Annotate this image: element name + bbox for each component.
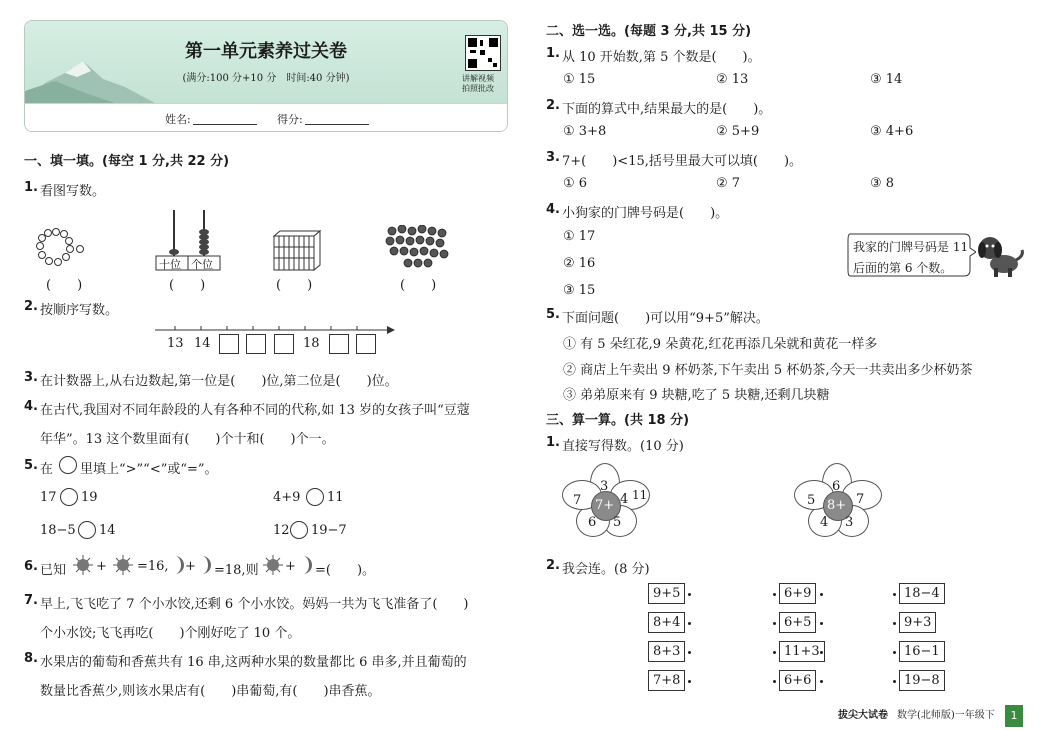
name-field[interactable] — [193, 124, 257, 125]
q-number: 5. — [546, 307, 560, 322]
moon-icon — [298, 555, 314, 575]
bead-ring-image — [36, 228, 86, 272]
match-tile[interactable]: 6+9 — [779, 583, 816, 604]
q5-text-before: 在 — [40, 462, 54, 477]
match-tile[interactable]: 8+3 — [648, 641, 685, 662]
compare-right: 11 — [327, 490, 344, 505]
name-score-bar — [25, 103, 507, 132]
compare-circle — [59, 456, 77, 474]
answer-box[interactable] — [219, 334, 239, 354]
q-number: 2. — [24, 299, 38, 314]
option[interactable]: ③ 14 — [870, 72, 903, 87]
q-number: 6. — [24, 559, 38, 574]
compare-right: 14 — [99, 523, 116, 538]
match-dot[interactable] — [688, 593, 691, 596]
option[interactable]: ② 16 — [563, 256, 596, 271]
page-subtitle: (满分:100 分+10 分 时间:40 分钟) — [182, 73, 350, 84]
answer-paren[interactable]: ( ) — [400, 278, 437, 293]
flower-center-label: 7+ — [595, 498, 615, 513]
petal-number: 5 — [807, 493, 816, 508]
match-dot[interactable] — [820, 680, 823, 683]
match-tile[interactable]: 6+6 — [779, 670, 816, 691]
plus-sign: + — [185, 559, 196, 574]
compare-right: 19−7 — [311, 523, 347, 538]
compare-right: 19 — [81, 490, 98, 505]
q3-text: 在计数器上,从右边数起,第一位是( )位,第二位是( )位。 — [40, 374, 398, 389]
compare-left: 18−5 — [40, 523, 76, 538]
q-number: 5. — [24, 458, 38, 473]
s2-q3-text: 7+( )<15,括号里最大可以填( )。 — [562, 154, 803, 169]
match-tile[interactable]: 16−1 — [899, 641, 945, 662]
match-dot[interactable] — [820, 651, 823, 654]
s2-q1-text: 从 10 开始数,第 5 个数是( )。 — [562, 50, 761, 65]
petal-number: 5 — [613, 515, 622, 530]
number-line-value: 13 — [167, 336, 184, 351]
option[interactable]: ③ 15 — [563, 283, 596, 298]
q5-text-after: 里填上“>”“<”或“=”。 — [80, 462, 218, 477]
petal-number: 4 — [620, 492, 629, 507]
moon-icon — [170, 555, 186, 575]
option[interactable]: ③ 4+6 — [870, 124, 914, 139]
answer-paren[interactable]: ( ) — [46, 278, 83, 293]
compare-circle[interactable] — [78, 521, 96, 539]
compare-circle[interactable] — [60, 488, 78, 506]
match-dot[interactable] — [773, 622, 776, 625]
option[interactable]: ② 13 — [716, 72, 749, 87]
match-tile[interactable]: 8+4 — [648, 612, 685, 633]
match-dot[interactable] — [893, 593, 896, 596]
answer-box[interactable] — [246, 334, 266, 354]
dog-icon — [976, 232, 1026, 278]
plus-sign: + — [96, 559, 107, 574]
section2-heading: 二、选一选。(每题 3 分,共 15 分) — [546, 24, 752, 39]
option[interactable]: ① 有 5 朵红花,9 朵黄花,红花再添几朵就和黄花一样多 — [563, 337, 878, 352]
match-dot[interactable] — [688, 651, 691, 654]
flower-center-label: 8+ — [827, 498, 847, 513]
q2-text: 按顺序写数。 — [40, 303, 119, 318]
option[interactable]: ① 15 — [563, 72, 596, 87]
abacus-label-ones: 个位 — [191, 258, 213, 271]
petal-number: 6 — [588, 515, 597, 530]
sun-icon — [112, 554, 134, 576]
abacus-label-tens: 十位 — [159, 258, 181, 271]
match-tile[interactable]: 9+5 — [648, 583, 685, 604]
section1-heading: 一、填一填。(每空 1 分,共 22 分) — [24, 154, 230, 169]
option[interactable]: ① 6 — [563, 176, 588, 191]
blocks-image — [272, 230, 322, 272]
match-dot[interactable] — [688, 680, 691, 683]
petal-number: 7 — [573, 493, 582, 508]
sun-icon — [72, 554, 94, 576]
qr-caption-2: 拍照批改 — [462, 84, 494, 93]
match-tile[interactable]: 11+3 — [779, 641, 825, 662]
petal-number: 3 — [845, 515, 854, 530]
moon-icon — [197, 555, 213, 575]
q1-text: 看图写数。 — [40, 184, 106, 199]
match-dot[interactable] — [893, 651, 896, 654]
sun-icon — [262, 554, 284, 576]
q4-line1: 在古代,我国对不同年龄段的人有各种不同的代称,如 13 岁的女孩子叫“豆蔻 — [40, 403, 470, 418]
petal-number: 3 — [600, 479, 609, 494]
q-number: 4. — [24, 399, 38, 414]
footer-subject: 数学(北师版)一年级下 — [897, 710, 995, 721]
page-number: 1 — [1005, 705, 1023, 727]
s2-q5-text: 下面问题( )可以用“9+5”解决。 — [562, 311, 769, 326]
q-number: 7. — [24, 593, 38, 608]
match-tile[interactable]: 9+3 — [899, 612, 936, 633]
q-number: 3. — [24, 370, 38, 385]
petal-number: 11 — [632, 488, 648, 502]
number-line-value: 14 — [194, 336, 211, 351]
q-number: 1. — [24, 180, 38, 195]
match-dot[interactable] — [773, 680, 776, 683]
compare-circle[interactable] — [306, 488, 324, 506]
s2-q2-text: 下面的算式中,结果最大的是( )。 — [562, 102, 772, 117]
match-tile[interactable]: 18−4 — [899, 583, 945, 604]
header-card — [24, 20, 508, 132]
qr-code[interactable] — [465, 35, 501, 71]
q4-line2: 年华”。13 这个数里面有( )个十和( )个一。 — [40, 432, 335, 447]
match-dot[interactable] — [820, 622, 823, 625]
match-dot[interactable] — [688, 622, 691, 625]
bubble-line-2: 后面的第 6 个数。 — [853, 261, 953, 275]
match-dot[interactable] — [893, 680, 896, 683]
s2-q4-text: 小狗家的门牌号码是( )。 — [562, 206, 729, 221]
section3-heading: 三、算一算。(共 18 分) — [546, 413, 690, 428]
compare-circle[interactable] — [290, 521, 308, 539]
match-tile[interactable]: 7+8 — [648, 670, 685, 691]
option[interactable]: ③ 弟弟原来有 9 块糖,吃了 5 块糖,还剩几块糖 — [563, 388, 830, 403]
match-dot[interactable] — [773, 651, 776, 654]
score-field[interactable] — [305, 124, 369, 125]
match-tile[interactable]: 6+5 — [779, 612, 816, 633]
qr-caption-1: 讲解视频 — [462, 74, 494, 83]
answer-paren[interactable]: ( ) — [276, 278, 313, 293]
match-dot[interactable] — [773, 593, 776, 596]
q-number: 8. — [24, 651, 38, 666]
answer-box[interactable] — [274, 334, 294, 354]
petal-number: 7 — [856, 492, 865, 507]
q-number: 4. — [546, 202, 560, 217]
q-number: 1. — [546, 46, 560, 61]
match-dot[interactable] — [820, 593, 823, 596]
page-title: 第一单元素养过关卷 — [185, 41, 347, 62]
option[interactable]: ③ 8 — [870, 176, 895, 191]
number-line-value: 18 — [303, 336, 320, 351]
q7-line1: 早上,飞飞吃了 7 个小水饺,还剩 6 个小水饺。妈妈一共为飞飞准备了( ) — [40, 597, 469, 612]
option[interactable]: ① 3+8 — [563, 124, 607, 139]
petal-number: 6 — [832, 479, 841, 494]
s3-q1-text: 直接写得数。(10 分) — [562, 439, 684, 454]
answer-box[interactable] — [329, 334, 349, 354]
dots-image — [384, 225, 454, 273]
q-number: 2. — [546, 98, 560, 113]
option[interactable]: ② 7 — [716, 176, 741, 191]
q8-line2: 数量比香蕉少,则该水果店有( )串葡萄,有( )串香蕉。 — [40, 684, 381, 699]
q8-line1: 水果店的葡萄和香蕉共有 16 串,这两种水果的数量都比 6 串多,并且葡萄的 — [40, 655, 467, 670]
answer-box[interactable] — [356, 334, 376, 354]
option[interactable]: ① 17 — [563, 229, 596, 244]
compare-left: 12 — [273, 523, 290, 538]
s3-q2-text: 我会连。(8 分) — [562, 562, 650, 577]
bubble-line-1: 我家的门牌号码是 11 — [853, 240, 969, 254]
option[interactable]: ② 商店上午卖出 9 杯奶茶,下午卖出 5 杯奶茶,今天一共卖出多少杯奶茶 — [563, 363, 973, 378]
match-tile[interactable]: 19−8 — [899, 670, 945, 691]
q-number: 1. — [546, 435, 560, 450]
q7-line2: 个小水饺;飞飞再吃( )个刚好吃了 10 个。 — [40, 626, 301, 641]
match-dot[interactable] — [893, 622, 896, 625]
score-label: 得分: — [277, 113, 303, 126]
plus-sign: + — [285, 559, 296, 574]
q6-eq2: =18,则 — [214, 563, 259, 578]
q6-text: 已知 — [40, 563, 67, 578]
answer-paren[interactable]: ( ) — [169, 278, 206, 293]
q-number: 2. — [546, 558, 560, 573]
q6-eq3: =( )。 — [315, 563, 376, 578]
q-number: 3. — [546, 150, 560, 165]
compare-left: 17 — [40, 490, 57, 505]
compare-left: 4+9 — [273, 490, 301, 505]
header-banner — [25, 21, 507, 103]
footer-brand: 拔尖大试卷 — [838, 710, 888, 721]
q6-eq1: =16, — [137, 559, 169, 574]
petal-number: 4 — [820, 515, 829, 530]
option[interactable]: ② 5+9 — [716, 124, 760, 139]
name-label: 姓名: — [165, 113, 191, 126]
